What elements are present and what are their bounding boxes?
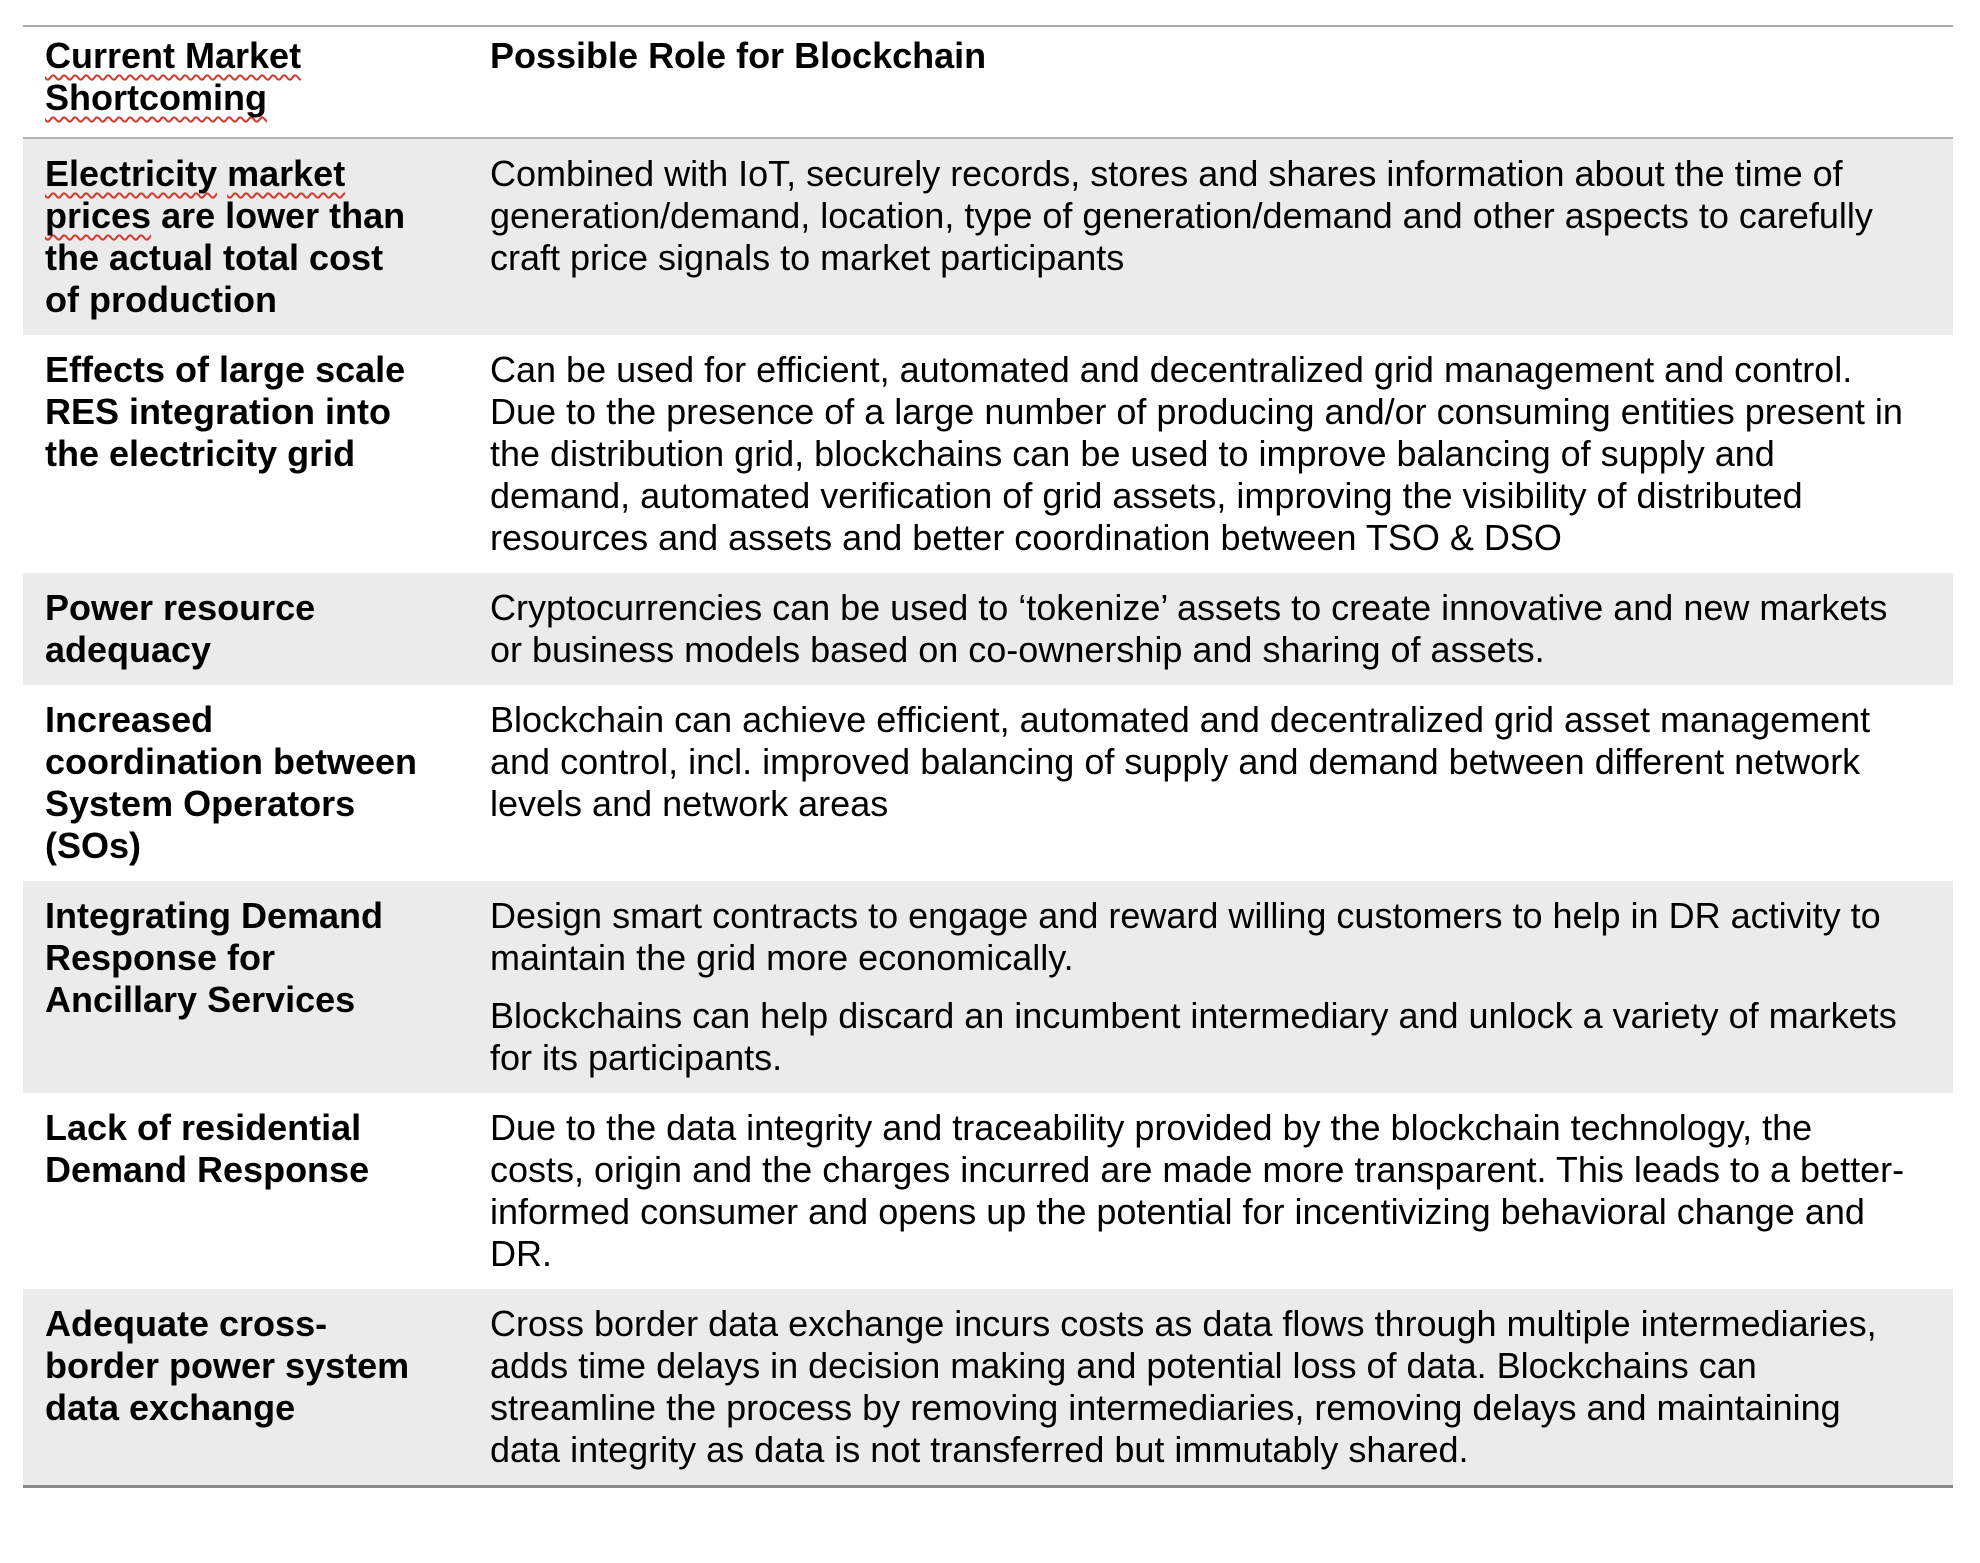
shortcoming-cell: Increased coordination between System Operators (SOs) bbox=[45, 699, 418, 866]
role-cell bbox=[463, 1093, 1953, 1289]
role-paragraph: Blockchain can achieve efficient, automated and decentralized grid asset management and control, incl. improved balancing of supply and demand between different network levels and network areas bbox=[490, 699, 1871, 824]
shortcoming-cell: Effects of large scale RES integration into the electricity grid bbox=[45, 349, 406, 474]
table-row-cross-border-data-exchange bbox=[23, 1289, 1953, 1487]
misspelled-word: Electricity bbox=[45, 153, 218, 194]
table-row-demand-response-ancillary bbox=[23, 881, 1953, 1093]
role-paragraph: Can be used for efficient, automated and decentralized grid management and control. Due to the presence of a large number of producing and/or consuming entities present in the distribution grid, blockchains can be used to improve balancing of supply and demand, automated verification of grid assets, improving the visibility of distributed resources and assets and better coordination between TSO & DSO bbox=[490, 349, 1903, 558]
role-paragraph: Cross border data exchange incurs costs as data flows through multiple intermediaries, adds time delays in decision making and potential loss of data. Blockchains can streamline the process by removing intermediaries, removing delays and maintaining data integrity as data is not transferred but immutably shared. bbox=[490, 1303, 1877, 1470]
column-header-shortcoming bbox=[23, 26, 463, 138]
table-row-so-coordination bbox=[23, 685, 1953, 881]
role-paragraph: Due to the data integrity and traceability provided by the blockchain technology, the costs, origin and the charges incurred are made more transparent. This leads to a better-informed consumer and opens up the potential for incentivizing behavioral change and DR. bbox=[490, 1107, 1905, 1274]
table-header-row bbox=[23, 26, 1953, 138]
role-cell bbox=[463, 335, 1953, 573]
shortcoming-cell: Adequate cross-border power system data exchange bbox=[45, 1303, 410, 1428]
role-paragraph: Blockchains can help discard an incumbent intermediary and unlock a variety of markets for its participants. bbox=[490, 995, 1897, 1078]
column-header-role: Possible Role for Blockchain bbox=[490, 35, 987, 76]
table-row-electricity-prices bbox=[23, 138, 1953, 335]
role-cell bbox=[463, 881, 1953, 1093]
role-cell bbox=[463, 138, 1953, 335]
role-cell bbox=[463, 573, 1953, 685]
misspelled-word: prices bbox=[45, 195, 152, 236]
shortcoming-cell bbox=[23, 138, 463, 335]
table-row-residential-demand-response bbox=[23, 1093, 1953, 1289]
shortcoming-cell: Lack of residential Demand Response bbox=[45, 1107, 370, 1190]
table-row-power-resource-adequacy bbox=[23, 573, 1953, 685]
shortcoming-cell: Integrating Demand Response for Ancillary Services bbox=[45, 895, 384, 1020]
role-paragraph: Cryptocurrencies can be used to ‘tokenize’ assets to create innovative and new markets or business models based on co-ownership and sharing of assets. bbox=[490, 587, 1888, 670]
table-row-res-integration bbox=[23, 335, 1953, 573]
role-cell bbox=[463, 685, 1953, 881]
misspelled-word: market bbox=[227, 153, 346, 194]
role-paragraph: Combined with IoT, securely records, stores and shares information about the time of generation/demand, location, type of generation/demand and other aspects to carefully craft price signals to market participants bbox=[490, 153, 1873, 278]
shortcoming-cell: Power resource adequacy bbox=[45, 587, 316, 670]
blockchain-roles-table bbox=[23, 25, 1953, 1488]
role-cell bbox=[463, 1289, 1953, 1487]
role-paragraph: Design smart contracts to engage and reward willing customers to help in DR activity to maintain the grid more economically. bbox=[490, 895, 1881, 978]
misspelled-word: Shortcoming bbox=[45, 77, 267, 118]
shortcoming-text: are lower than the actual total cost of production bbox=[45, 195, 406, 320]
misspelled-word: Current Market bbox=[45, 35, 302, 76]
